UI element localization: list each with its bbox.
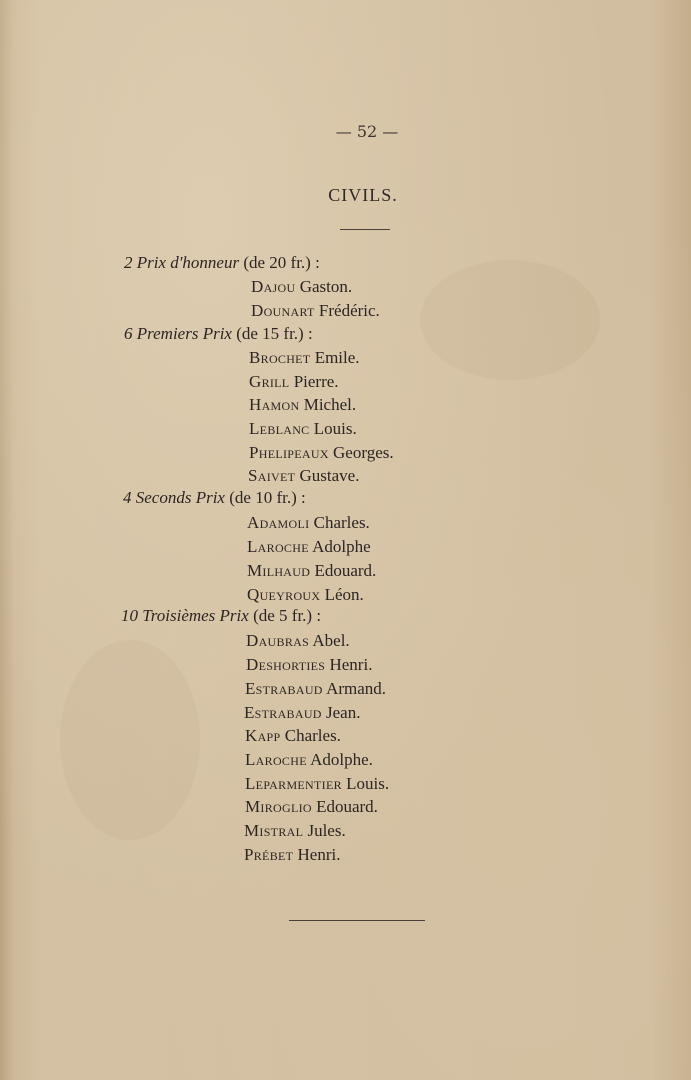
list-item [249,347,360,369]
list-item [244,844,340,866]
surname: Dounart [251,301,315,320]
prize-count: 10 [121,606,138,625]
surname: Laroche [247,537,309,556]
given-name: Charles. [313,513,370,532]
surname: Daubras [246,631,310,650]
given-name: Jules. [307,821,346,840]
given-name: Gaston. [299,277,353,296]
surname: Deshorties [246,655,326,674]
title-divider [340,229,390,230]
given-name: Michel. [303,395,357,414]
prize-amount: (de 5 fr.) : [253,606,322,625]
surname: Dajou [251,277,296,296]
list-item [246,630,350,652]
list-item [249,371,339,393]
surname: Leblanc [249,419,310,438]
list-item [245,678,386,700]
given-name: Jean. [326,703,361,722]
prize-count: 2 [124,253,133,272]
surname: Leparmentier [245,774,342,793]
given-name: Henri. [329,655,373,674]
list-item [251,300,380,322]
surname: Prébet [244,845,294,864]
surname: Miroglio [245,797,312,816]
list-item [247,560,376,582]
given-name: Pierre. [293,372,339,391]
surname: Queyroux [247,585,321,604]
given-name: Frédéric. [318,301,380,320]
given-name: Gustave. [299,466,360,485]
prize-amount: (de 10 fr.) : [229,488,306,507]
prize-label: Premiers Prix [136,324,232,343]
surname: Hamon [249,395,300,414]
surname: Adamoli [247,513,310,532]
prize-label: Troisièmes Prix [142,606,249,625]
prize-group-heading [124,252,320,274]
surname: Kapp [245,726,281,745]
prize-group-heading [123,487,306,509]
given-name: Abel. [312,631,350,650]
list-item [249,418,357,440]
given-name: Adolphe [312,537,371,556]
surname: Phelipeaux [249,443,329,462]
given-name: Léon. [324,585,364,604]
list-item [245,773,389,795]
given-name: Edouard. [316,797,378,816]
prize-label: Seconds Prix [135,488,225,507]
given-name: Adolphe. [310,750,373,769]
surname: Milhaud [247,561,311,580]
prize-count: 4 [123,488,132,507]
given-name: Georges. [333,443,394,462]
list-item [247,536,371,558]
list-item [248,465,359,487]
surname: Grill [249,372,290,391]
closing-divider [289,920,425,921]
surname: Laroche [245,750,307,769]
given-name: Emile. [314,348,360,367]
given-name: Armand. [326,679,387,698]
list-item [247,512,370,534]
paper-stain [60,640,200,840]
list-item [247,584,364,606]
list-item [246,654,372,676]
given-name: Henri. [297,845,341,864]
list-item [244,820,346,842]
page-number: — 52 — [335,122,399,141]
list-item [245,749,373,771]
section-title: CIVILS. [328,185,398,205]
given-name: Louis. [313,419,357,438]
given-name: Louis. [346,774,390,793]
surname: Estrabaud [245,679,323,698]
list-item [249,442,394,464]
list-item [251,276,352,298]
prize-group-heading [124,323,313,345]
surname: Mistral [244,821,304,840]
list-item [245,725,341,747]
list-item [245,796,378,818]
surname: Estrabaud [244,703,322,722]
prize-amount: (de 15 fr.) : [236,324,313,343]
given-name: Edouard. [314,561,377,580]
prize-group-heading [121,605,321,627]
prize-label: Prix d'honneur [136,253,240,272]
surname: Brochet [249,348,311,367]
prize-count: 6 [124,324,133,343]
list-item [244,702,360,724]
given-name: Charles. [284,726,341,745]
paper-stain [420,260,600,380]
prize-amount: (de 20 fr.) : [243,253,320,272]
surname: Saivet [248,466,296,485]
list-item [249,394,356,416]
